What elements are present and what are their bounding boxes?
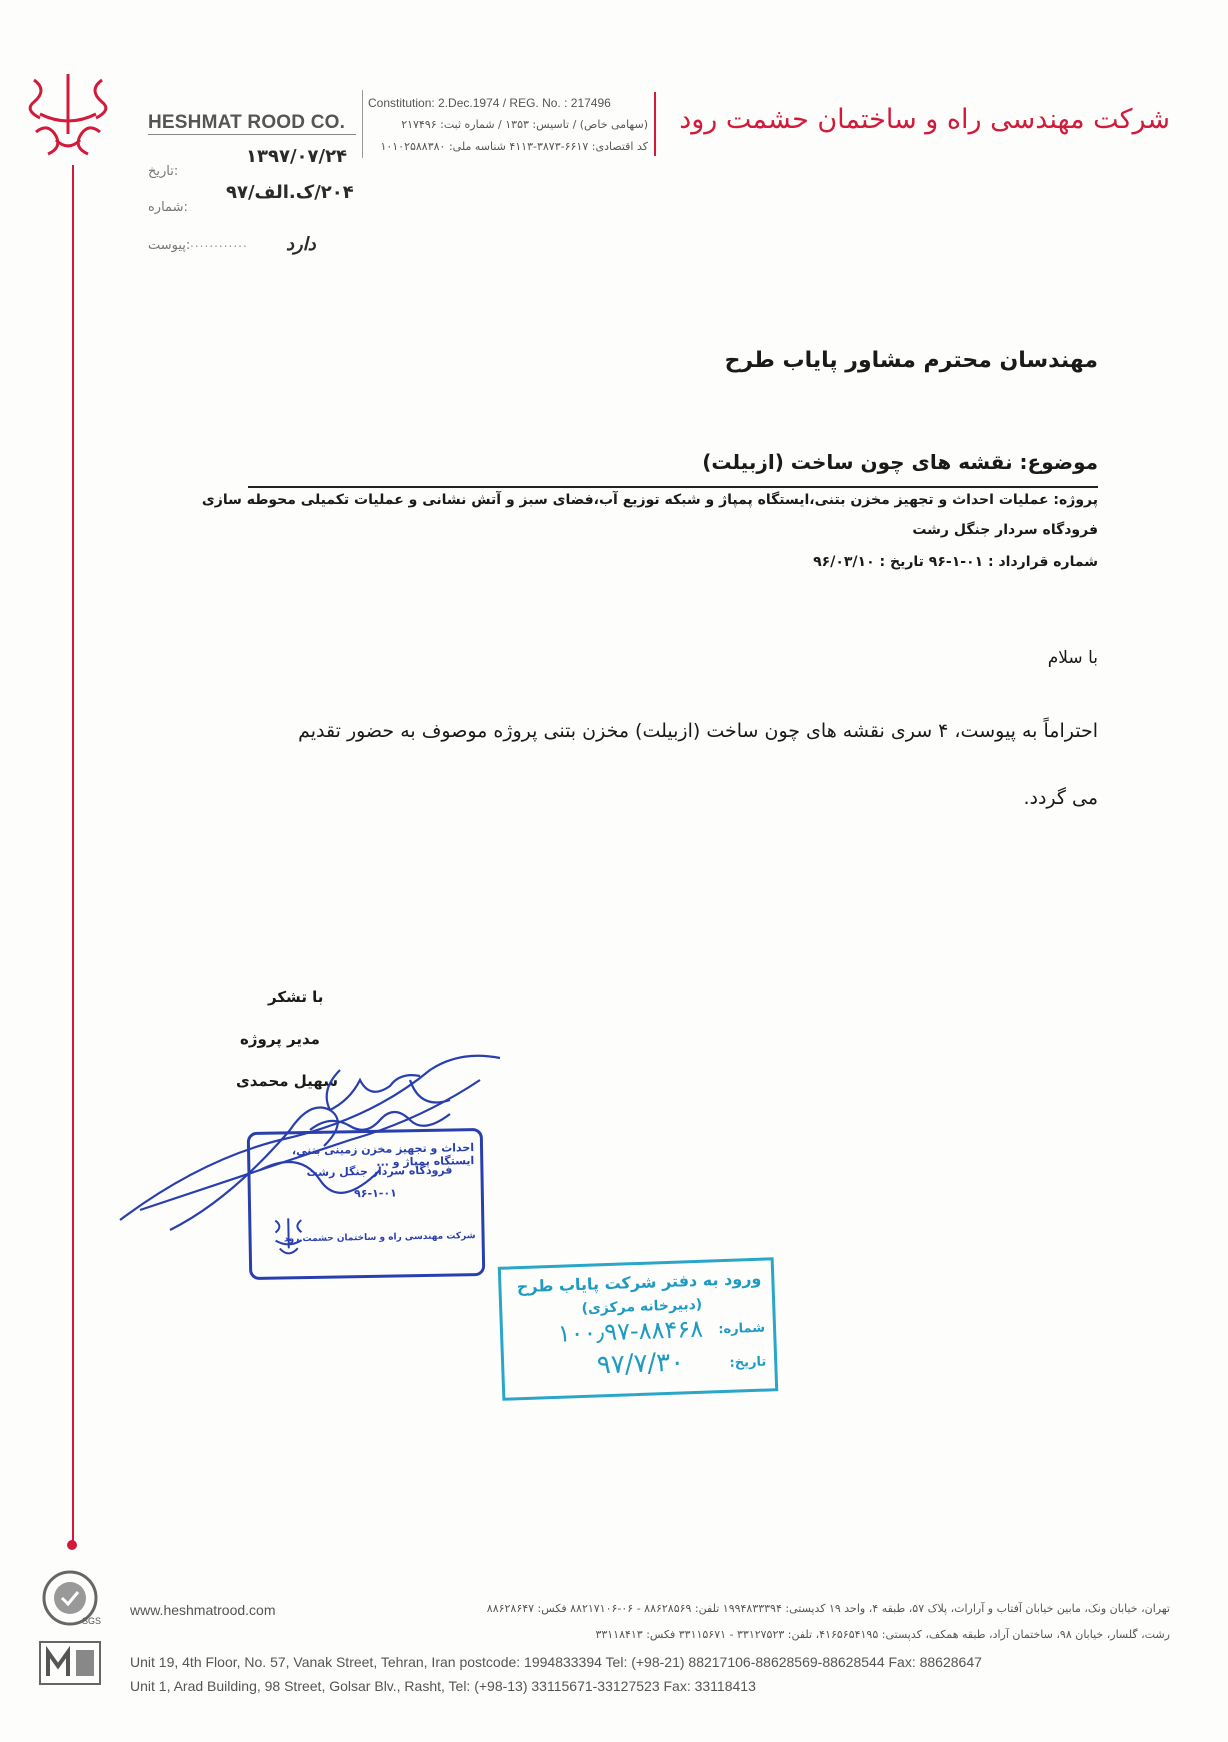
company-stamp xyxy=(247,1128,486,1280)
attachment-dots: ............ xyxy=(190,236,248,250)
receipt-stamp-title: ورود به دفتر شرکت پایاب طرح xyxy=(516,1268,762,1297)
project-line-2: فرودگاه سردار جنگل رشت xyxy=(912,522,1098,538)
contract-number: شماره قرارداد : ۰۱-۱-۹۶ تاریخ : ۹۶/۰۳/۱۰ xyxy=(813,554,1098,570)
company-name-fa: شرکت مهندسی راه و ساختمان حشمت رود xyxy=(679,104,1170,135)
economic-code: کد اقتصادی: ۶۶۱۷-۳۸۷۳-۴۱۱۳ شناسه ملی: ۱۰۱۰۲۵۸۸۳۸۰ xyxy=(380,140,648,153)
footer-address-tehran-fa: تهران، خیابان ونک، مابین خیابان آفتاب و آرارات، پلاک ۵۷، طبقه ۴، واحد ۱۹ کدپستی: ۱۹۹۴۸۳۳۳۹۴ تلفن: ۸۸۶۲۸۵۶۹ - ۰۶-۸۸۲۱۷۱۰۶ فکس: ۸۸۶۲۸۶۴۷ xyxy=(486,1602,1170,1615)
date-label: :تاریخ xyxy=(148,164,179,179)
closing-thanks: با تشکر xyxy=(268,988,324,1006)
attachment-label: :پیوست xyxy=(148,238,191,253)
subject-rule xyxy=(248,486,1098,488)
receipt-date-label: تاریخ: xyxy=(729,1354,767,1371)
company-name-en: HESHMAT ROOD CO. xyxy=(148,112,346,133)
footer-address-rasht-en: Unit 1, Arad Building, 98 Street, Golsar Blv., Rasht, Tel: (+98-13) 33115671-33127523 Fax: 33118413 xyxy=(130,1678,756,1694)
receipt-date-value: ۹۷/۷/۳۰ xyxy=(596,1347,685,1381)
stamp-company-line-1: احداث و تجهیز مخزن زمینی بتنی، ایستگاه پمپاژ و ... xyxy=(291,1141,475,1169)
accreditation-logo xyxy=(38,1640,102,1686)
addressee: مهندسان محترم مشاور پایاب طرح xyxy=(724,348,1098,373)
left-margin-rule xyxy=(72,165,74,1545)
subject: موضوع: نقشه های چون ساخت (ازبیلت) xyxy=(702,450,1098,474)
registration-en: Constitution: 2.Dec.1974 / REG. No. : 217496 xyxy=(368,96,611,110)
stamp-company-line-4: شرکت مهندسی راه و ساختمان حشمت رود xyxy=(283,1231,476,1245)
header-divider xyxy=(362,90,363,158)
receipt-stamp xyxy=(498,1257,779,1401)
footer-address-rasht-fa: رشت، گلسار، خیابان ۹۸، ساختمان آراد، طبقه همکف، کدپستی: ۴۱۶۵۶۵۴۱۹۵، تلفن: ۳۳۱۲۷۵۲۳ - ۳۳۱۱۵۶۷۱ فکس: ۳۳۱۱۸۴۱۳ xyxy=(595,1628,1170,1641)
number-label: :شماره xyxy=(148,200,188,215)
signer-name: سهیل محمدی xyxy=(236,1072,338,1090)
company-logo xyxy=(26,70,110,166)
greeting: با سلام xyxy=(1047,648,1098,668)
header-red-divider xyxy=(654,92,656,156)
receipt-number-label: شماره: xyxy=(718,1320,766,1338)
number-value: ۲۰۴/ک.الف/۹۷ xyxy=(226,182,354,203)
stamp-company-line-3: ۹۶-۱-۰۱ xyxy=(354,1186,397,1201)
body-line-2: می گردد. xyxy=(1023,787,1098,809)
sgs-label: SGS xyxy=(82,1616,102,1626)
receipt-number-value: ۱۰۰٫۹۷-۸۸۴۶۸ xyxy=(557,1314,704,1348)
margin-rule-end-dot xyxy=(67,1540,77,1550)
project-line-1: پروژه: عملیات احداث و تجهیز مخزن بتنی،ایستگاه پمپاژ و شبکه توزیع آب،فضای سبز و آتش نشانی و عملیات تکمیلی محوطه سازی xyxy=(201,492,1098,508)
date-value: ۱۳۹۷/۰۷/۲۴ xyxy=(246,146,348,167)
body-line-1: احتراماً به پیوست، ۴ سری نقشه های چون ساخت (ازبیلت) مخزن بتنی پروژه موصوف به حضور تقدیم xyxy=(298,720,1098,742)
website[interactable]: www.heshmatrood.com xyxy=(130,1602,276,1618)
stamp-company-line-2: فرودگاه سردار جنگل رشت xyxy=(306,1163,453,1180)
registration-fa: (سهامی خاص) / تاسیس: ۱۳۵۳ / شماره ثبت: ۲۱۷۴۹۶ xyxy=(401,118,648,131)
body-paragraph xyxy=(128,698,1098,832)
receipt-stamp-subtitle: (دبیرخانه مرکزی) xyxy=(581,1296,703,1317)
attachment-value: دارد xyxy=(286,234,316,255)
header-underline xyxy=(148,134,356,135)
footer-address-tehran-en: Unit 19, 4th Floor, No. 57, Vanak Street, Tehran, Iran postcode: 1994833394 Tel: (+98-21) 88217106-88628569-88628544 Fax: 88628647 xyxy=(130,1654,982,1670)
signer-role: مدیر پروژه xyxy=(240,1030,320,1048)
registration-block xyxy=(368,92,648,158)
